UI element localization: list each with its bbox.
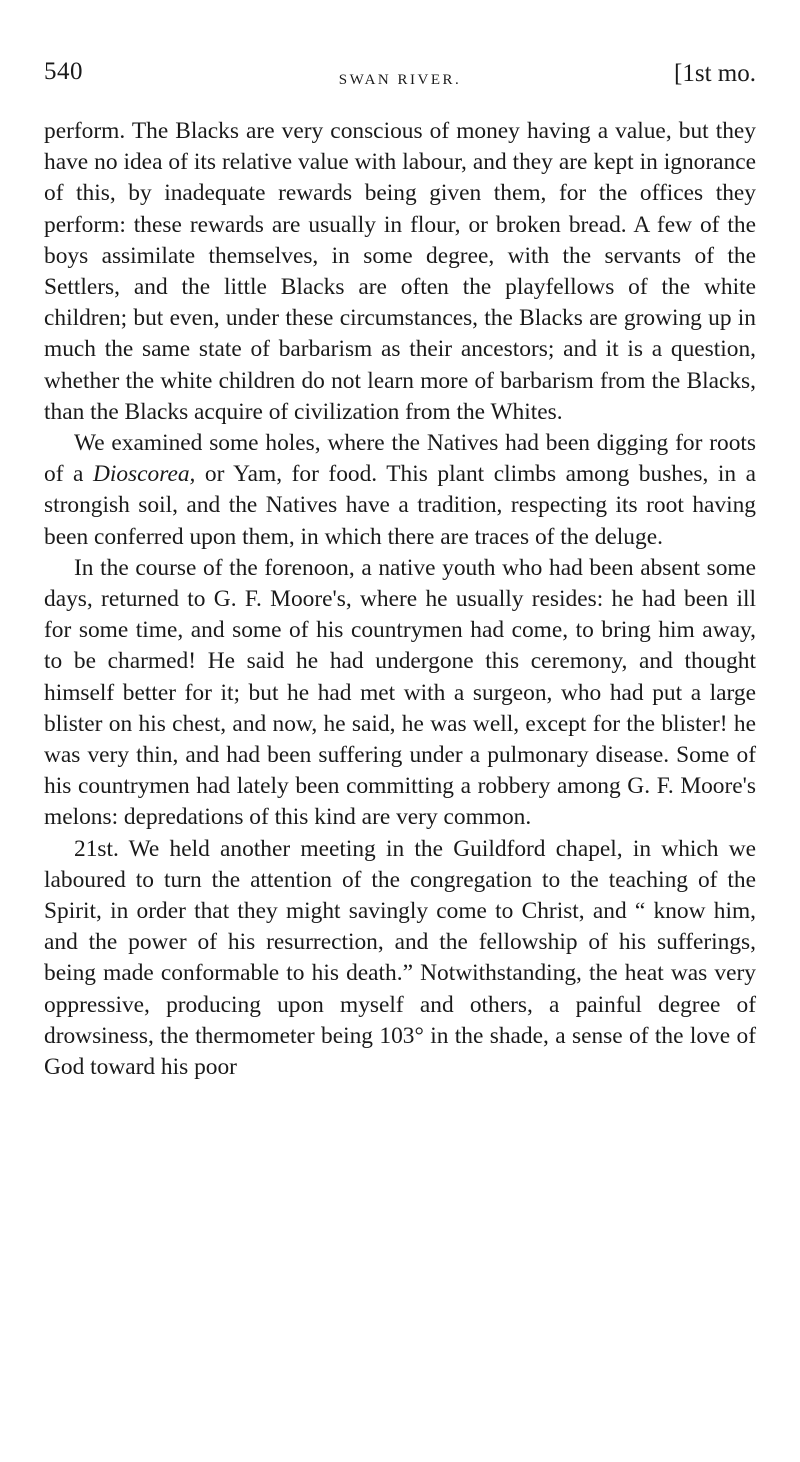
running-header <box>44 58 756 98</box>
paragraph <box>44 553 756 834</box>
body-text <box>44 116 756 1083</box>
page-number: 540 <box>44 58 83 85</box>
paragraph <box>44 834 756 1084</box>
paragraph-text: 21st. We held another meeting in the Guildford chapel, in which we laboured to turn the attention of the congregation to the teaching of the Spirit, in order that they might savingly come to Christ, and “ know him, and the power of his resurrection, and the fellowship of his sufferings, being made conformable to his death.” Notwithstanding, the heat was very oppressive, producing upon myself and others, a painful degree of drowsiness, the thermometer being 103° in the shade, a sense of the love of God toward his poor <box>44 835 756 1081</box>
running-date: [1st mo. <box>674 60 756 87</box>
botanical-name: Dioscorea, <box>92 461 196 488</box>
paragraph-text: In the course of the forenoon, a native youth who had been absent some days, returned to G. F. Moore's, where he usually resides: he had been ill for some time, and some of his countrymen had come, to bring him away, to be charmed! He said he had undergone this ceremony, and thought himself better for it; but he had met with a surgeon, who had put a large blister on his chest, and now, he said, he was well, except for the blister! he was very thin, and had been suffering under a pulmonary disease. Some of his countrymen had lately been committing a robbery among G. F. Moore's melons: depredations of this kind are very common. <box>44 554 756 831</box>
paragraph <box>44 428 756 553</box>
running-title: SWAN RIVER. <box>338 72 462 88</box>
paragraph <box>44 116 756 428</box>
paragraph-text: We examined some holes, where the Natives had been digging for roots of a <box>44 430 756 488</box>
paragraph-text: or Yam, for food. This plant climbs among bushes, in a strongish soil, and the Natives have a tradition, respecting its root having been conferred upon them, in which there are traces of the deluge. <box>44 461 756 550</box>
paragraph-text: perform. The Blacks are very conscious of money having a value, but they have no idea of its relative value with labour, and they are kept in ignorance of this, by inadequate rewards being given them, for the offices they perform: these rewards are usually in flour, or broken bread. A few of the boys assimilate themselves, in some degree, with the servants of the Settlers, and the little Blacks are often the playfellows of the white children; but even, under these circumstances, the Blacks are growing up in much the same state of barbarism as their ancestors; and it is a question, whether the white children do not learn more of barbarism from the Blacks, than the Blacks acquire of civilization from the Whites. <box>44 118 756 425</box>
